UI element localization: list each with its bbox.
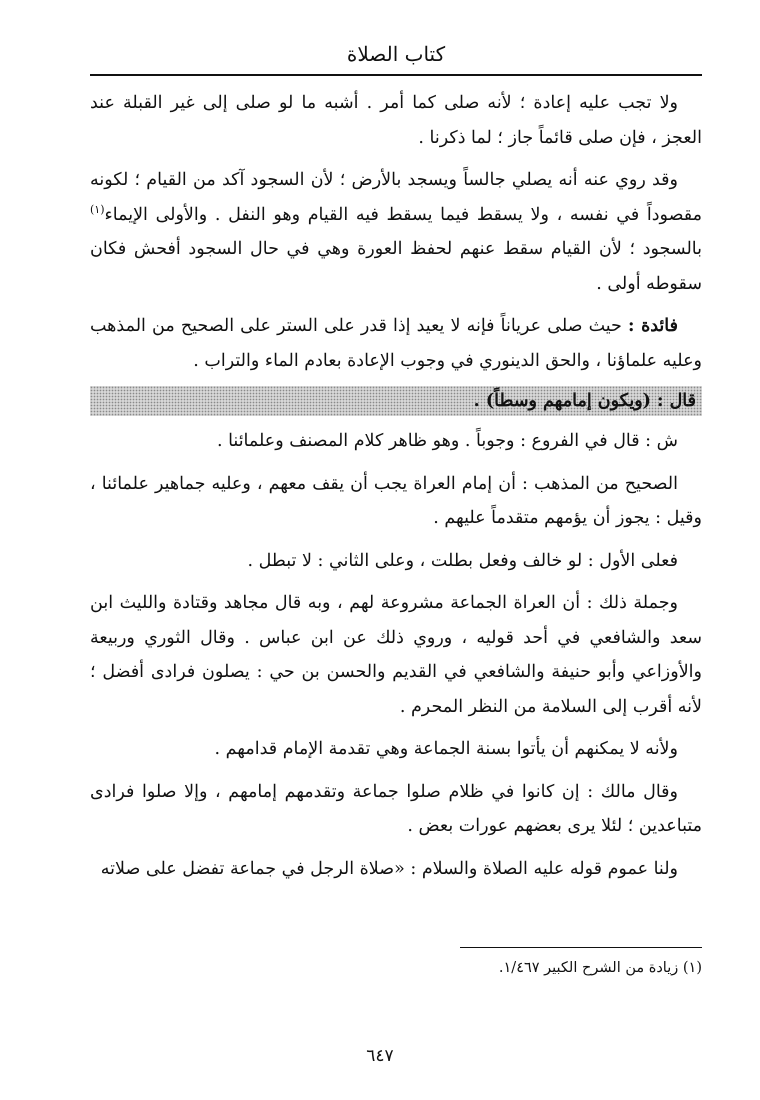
page-body xyxy=(90,86,702,894)
paragraph: ولا تجب عليه إعادة ؛ لأنه صلى كما أمر . أشبه ما لو صلى إلى غير القبلة عند العجز ، فإن صلى قائماً جاز ؛ لما ذكرنا . xyxy=(90,93,702,148)
paragraph-text: حيث صلى عرياناً فإنه لا يعيد إذا قدر على الستر على الصحيح من المذهب وعليه علماؤنا ، والحق الدينوري في وجوب الإعادة بعادم الماء والتراب . xyxy=(90,316,702,371)
paragraph: فعلى الأول : لو خالف وفعل بطلت ، وعلى الثاني : لا تبطل . xyxy=(247,550,678,571)
paragraph: ولأنه لا يمكنهم أن يأتوا بسنة الجماعة وهي تقدمة الإمام قدامهم . xyxy=(214,739,678,759)
footnote-rule xyxy=(460,947,702,948)
highlighted-text-banner: قال : (ويكون إمامهم وسطاً) . xyxy=(90,386,702,416)
note-label: فائدة : xyxy=(627,316,678,336)
paragraph: ولنا عموم قوله عليه الصلاة والسلام : «صلاة الرجل في جماعة تفضل على صلاته xyxy=(100,858,678,879)
header-rule xyxy=(90,74,702,76)
paragraph xyxy=(90,309,702,378)
paragraph-text: بالسجود ؛ لأن القيام سقط عنهم لحفظ العورة وهي في حال السجود أفحش فكان سقوطه أولى . xyxy=(90,239,702,294)
paragraph: وجملة ذلك : أن العراة الجماعة مشروعة لهم ، وبه قال مجاهد وقتادة والليث ابن سعد والشافعي في أحد قوليه ، وروي ذلك عن ابن عباس . وقال الثوري وربيعة والأوزاعي وأبو حنيفة والشافعي في القديم والحسن بن حي : يصلون فرادى أفضل ؛ لأنه أقرب إلى السلامة من النظر المحرم . xyxy=(90,593,702,717)
page-title: كتاب الصلاة xyxy=(346,42,446,66)
paragraph: ش : قال في الفروع : وجوباً . وهو ظاهر كلام المصنف وعلمائنا . xyxy=(216,431,678,451)
paragraph-text: وقد روي عنه أنه يصلي جالساً ويسجد بالأرض ؛ لأن السجود آكد من القيام ؛ لكونه مقصوداً في نفسه ، ولا يسقط فيما يسقط فيه القيام وهو النفل . والأولى الإيماء xyxy=(90,170,702,225)
footnote-marker: (١) xyxy=(90,202,105,216)
page-number: ٦٤٧ xyxy=(366,1046,394,1066)
paragraph: الصحيح من المذهب : أن إمام العراة يجب أن يقف معهم ، وعليه جماهير علمائنا ، وقيل : يجوز أن يؤمهم متقدماً عليهم . xyxy=(90,473,702,528)
paragraph: وقال مالك : إن كانوا في ظلام صلوا جماعة وتقدمهم إمامهم ، وإلا صلوا فرادى متباعدين ؛ لئلا يرى بعضهم عورات بعض . xyxy=(90,781,702,836)
footnote: (١) زيادة من الشرح الكبير ١/٤٦٧. xyxy=(498,960,702,976)
paragraph xyxy=(90,163,702,301)
